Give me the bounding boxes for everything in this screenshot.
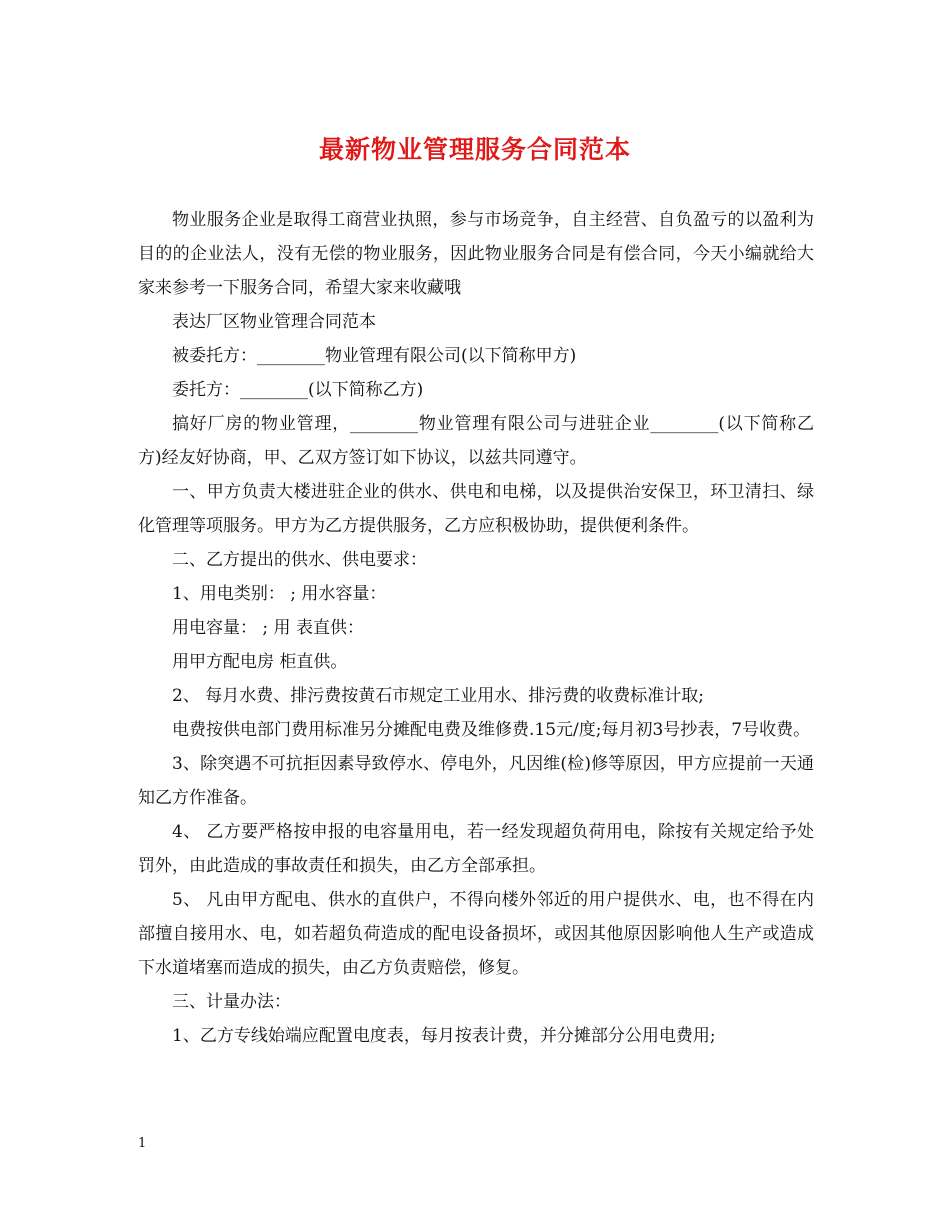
- paragraph-clause-2-3: 3、除突遇不可抗拒因素导致停水、停电外，凡因维(检)修等原因，甲方应提前一天通知乙方作准备。: [138, 754, 814, 808]
- paragraph-intro: 物业服务企业是取得工商营业执照，参与市场竞争，自主经营、自负盈亏的以盈利为目的的企业法人，没有无偿的物业服务，因此物业服务合同是有偿合同，今天小编就给大家来参考一下服务合同，希望大家来收藏哦: [138, 210, 814, 298]
- page-number: 1: [138, 1136, 147, 1151]
- paragraph-clause-2-1: 1、用电类别： ; 用水容量：: [172, 584, 387, 604]
- paragraph-clause-2-5: 5、 凡由甲方配电、供水的直供户，不得向楼外邻近的用户提供水、电，也不得在内部擅自接用水、电，如若超负荷造成的配电设备损坏，或因其他原因影响他人生产或造成下水道堵塞而造成的损失，由乙方负责赔偿，修复。: [138, 890, 814, 978]
- paragraph-clause-2-1-capacity: 用电容量： ; 用 表直供：: [172, 618, 364, 638]
- paragraph-clause-3-1: 1、乙方专线始端应配置电度表，每月按表计费，并分摊部分公用电费用;: [172, 1026, 716, 1046]
- paragraph-clause-2-1-supply: 用甲方配电房 柜直供。: [172, 652, 348, 672]
- paragraph-clause-1: 一、甲方负责大楼进驻企业的供水、供电和电梯，以及提供治安保卫，环卫清扫、绿化管理等项服务。甲方为乙方提供服务，乙方应积极协助，提供便利条件。: [138, 482, 814, 536]
- paragraph-preamble: 搞好厂房的物业管理，________物业管理有限公司与进驻企业________(以下简称乙方)经友好协商，甲、乙双方签订如下协议，以兹共同遵守。: [138, 414, 814, 468]
- paragraph-clause-2-4: 4、 乙方要严格按申报的电容量用电，若一经发现超负荷用电，除按有关规定给予处罚外，由此造成的事故责任和损失，由乙方全部承担。: [138, 822, 814, 876]
- paragraph-party-a: 被委托方：________物业管理有限公司(以下简称甲方): [172, 346, 577, 366]
- paragraph-clause-2-2: 2、 每月水费、排污费按黄石市规定工业用水、排污费的收费标准计取;: [172, 686, 704, 706]
- paragraph-clause-2-2-electric: 电费按供电部门费用标准另分摊配电费及维修费.15元/度;每月初3号抄表，7号收费。: [172, 720, 811, 740]
- paragraph-clause-2: 二、乙方提出的供水、供电要求：: [172, 550, 427, 570]
- paragraph-party-b: 委托方：________(以下简称乙方): [172, 380, 424, 400]
- document-body: [138, 203, 814, 1053]
- paragraph-contract-heading: 表达厂区物业管理合同范本: [172, 312, 376, 332]
- document-title: 最新物业管理服务合同范本: [318, 135, 631, 164]
- paragraph-clause-3: 三、计量办法：: [172, 992, 291, 1012]
